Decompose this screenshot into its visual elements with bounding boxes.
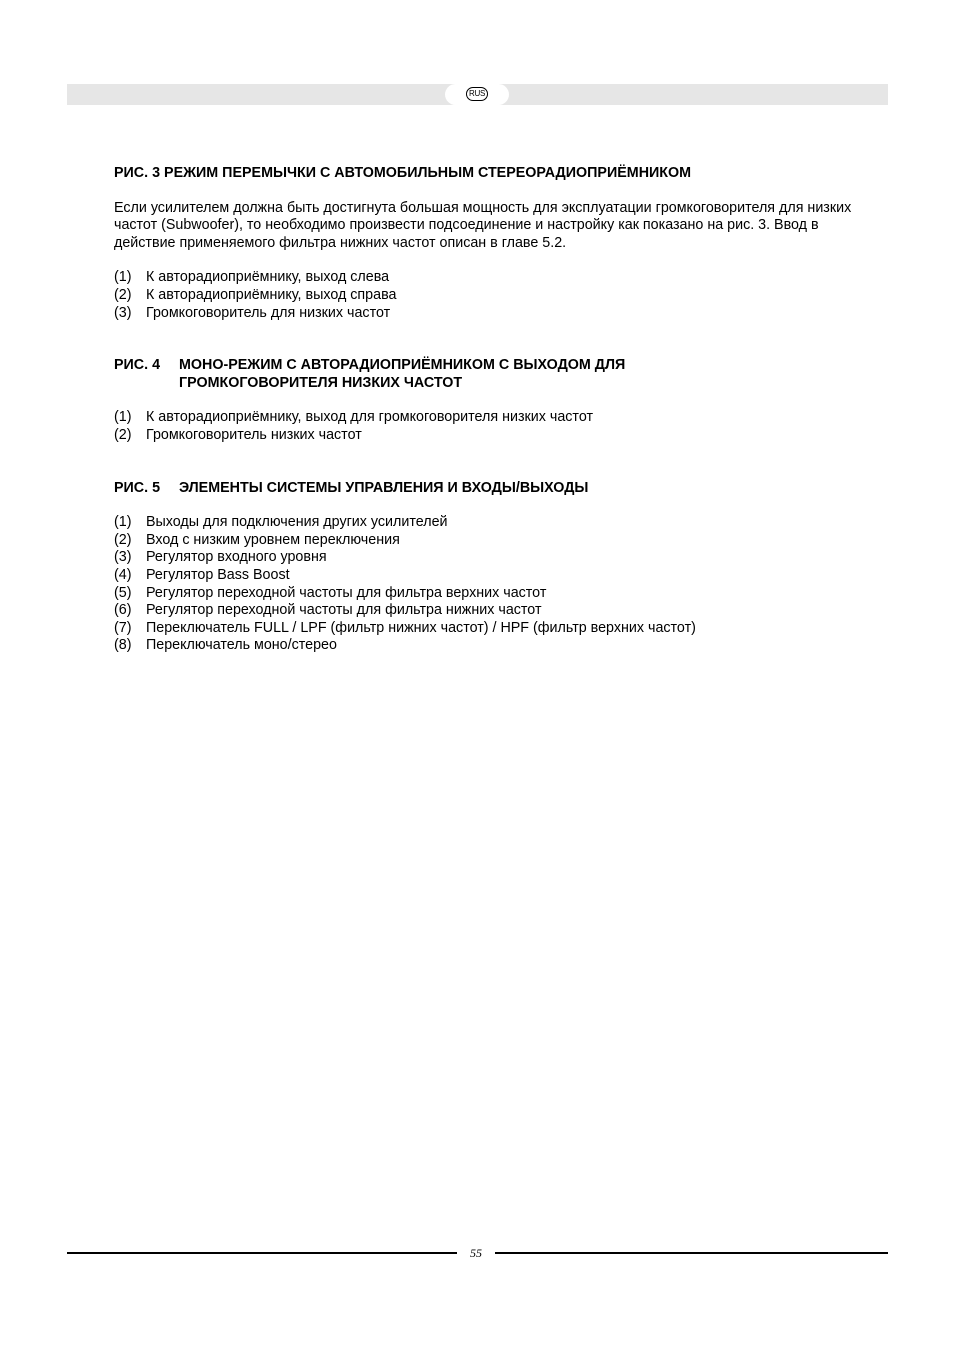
footer-divider-right bbox=[495, 1252, 888, 1254]
list-item-text: Переключатель моно/стерео bbox=[146, 637, 337, 654]
fig4-list bbox=[114, 409, 854, 444]
list-item-number: (1) bbox=[114, 514, 132, 531]
list-item-text: Громкоговоритель низких частот bbox=[146, 426, 362, 443]
fig5-title: ЭЛЕМЕНТЫ СИСТЕМЫ УПРАВЛЕНИЯ И ВХОДЫ/ВЫХОДЫ bbox=[179, 479, 589, 496]
list-item-text: Регулятор переходной частоты для фильтра нижних частот bbox=[146, 602, 542, 619]
fig4-title-line2: ГРОМКОГОВОРИТЕЛЯ НИЗКИХ ЧАСТОТ bbox=[179, 374, 463, 391]
list-item bbox=[114, 287, 854, 305]
page-content bbox=[114, 165, 854, 655]
list-item-number: (5) bbox=[114, 584, 132, 601]
list-item-number: (1) bbox=[114, 409, 132, 426]
list-item-number: (4) bbox=[114, 566, 132, 583]
fig4-title bbox=[179, 357, 854, 392]
list-item-number: (2) bbox=[114, 426, 132, 443]
list-item-text: К авторадиоприёмнику, выход слева bbox=[146, 269, 390, 286]
list-item bbox=[114, 637, 854, 655]
section-title-fig5 bbox=[114, 480, 854, 498]
fig5-list bbox=[114, 514, 854, 655]
list-item-text: Регулятор входного уровня bbox=[146, 549, 327, 566]
list-item bbox=[114, 620, 854, 638]
fig3-label: РИС. 3 bbox=[114, 165, 161, 181]
language-badge-label: RUS bbox=[466, 87, 488, 101]
list-item-number: (2) bbox=[114, 531, 132, 548]
fig3-paragraph: Если усилителем должна быть достигнута большая мощность для эксплуатации громкоговорителя для низких частот (Subwoofer), то необходимо произвести подсоединение и настройку как показано на рис. 3. Ввод в действие применяемого фильтра нижних частот описан в главе 5.2. bbox=[114, 199, 852, 251]
list-item-text: Вход с низким уровнем переключения bbox=[146, 531, 400, 548]
fig4-title-line1: МОНО-РЕЖИМ С АВТОРАДИОПРИЁМНИКОМ С ВЫХОДОМ ДЛЯ bbox=[179, 357, 626, 374]
list-item-text: Переключатель FULL / LPF (фильтр нижних частот) / HPF (фильтр верхних частот) bbox=[146, 619, 696, 636]
list-item bbox=[114, 427, 854, 445]
list-item-number: (3) bbox=[114, 304, 132, 321]
fig4-label: РИС. 4 bbox=[114, 357, 161, 374]
list-item-text: К авторадиоприёмнику, выход для громкоговорителя низких частот bbox=[146, 409, 594, 426]
list-item-text: К авторадиоприёмнику, выход справа bbox=[146, 286, 397, 303]
fig3-list bbox=[114, 269, 854, 322]
list-item bbox=[114, 602, 854, 620]
list-item-number: (8) bbox=[114, 637, 132, 654]
list-item bbox=[114, 269, 854, 287]
list-item bbox=[114, 549, 854, 567]
list-item-number: (2) bbox=[114, 286, 132, 303]
list-item bbox=[114, 585, 854, 603]
page-number: 55 bbox=[470, 1246, 482, 1260]
footer-divider-left bbox=[67, 1252, 457, 1254]
language-badge bbox=[445, 84, 509, 105]
list-item bbox=[114, 305, 854, 323]
list-item bbox=[114, 409, 854, 427]
list-item bbox=[114, 567, 854, 585]
list-item-text: Громкоговоритель для низких частот bbox=[146, 304, 391, 321]
list-item-text: Регулятор Bass Boost bbox=[146, 566, 290, 583]
list-item bbox=[114, 514, 854, 532]
list-item-number: (7) bbox=[114, 619, 132, 636]
fig5-label: РИС. 5 bbox=[114, 479, 161, 496]
list-item-text: Регулятор переходной частоты для фильтра верхних частот bbox=[146, 584, 547, 601]
list-item-number: (3) bbox=[114, 549, 132, 566]
section-title-fig4 bbox=[114, 357, 854, 392]
list-item bbox=[114, 532, 854, 550]
fig3-title: РЕЖИМ ПЕРЕМЫЧКИ С АВТОМОБИЛЬНЫМ СТЕРЕОРАДИОПРИЁМНИКОМ bbox=[164, 165, 692, 181]
section-title-fig3 bbox=[114, 165, 854, 183]
list-item-number: (1) bbox=[114, 269, 132, 286]
list-item-number: (6) bbox=[114, 602, 132, 619]
list-item-text: Выходы для подключения других усилителей bbox=[146, 514, 448, 531]
